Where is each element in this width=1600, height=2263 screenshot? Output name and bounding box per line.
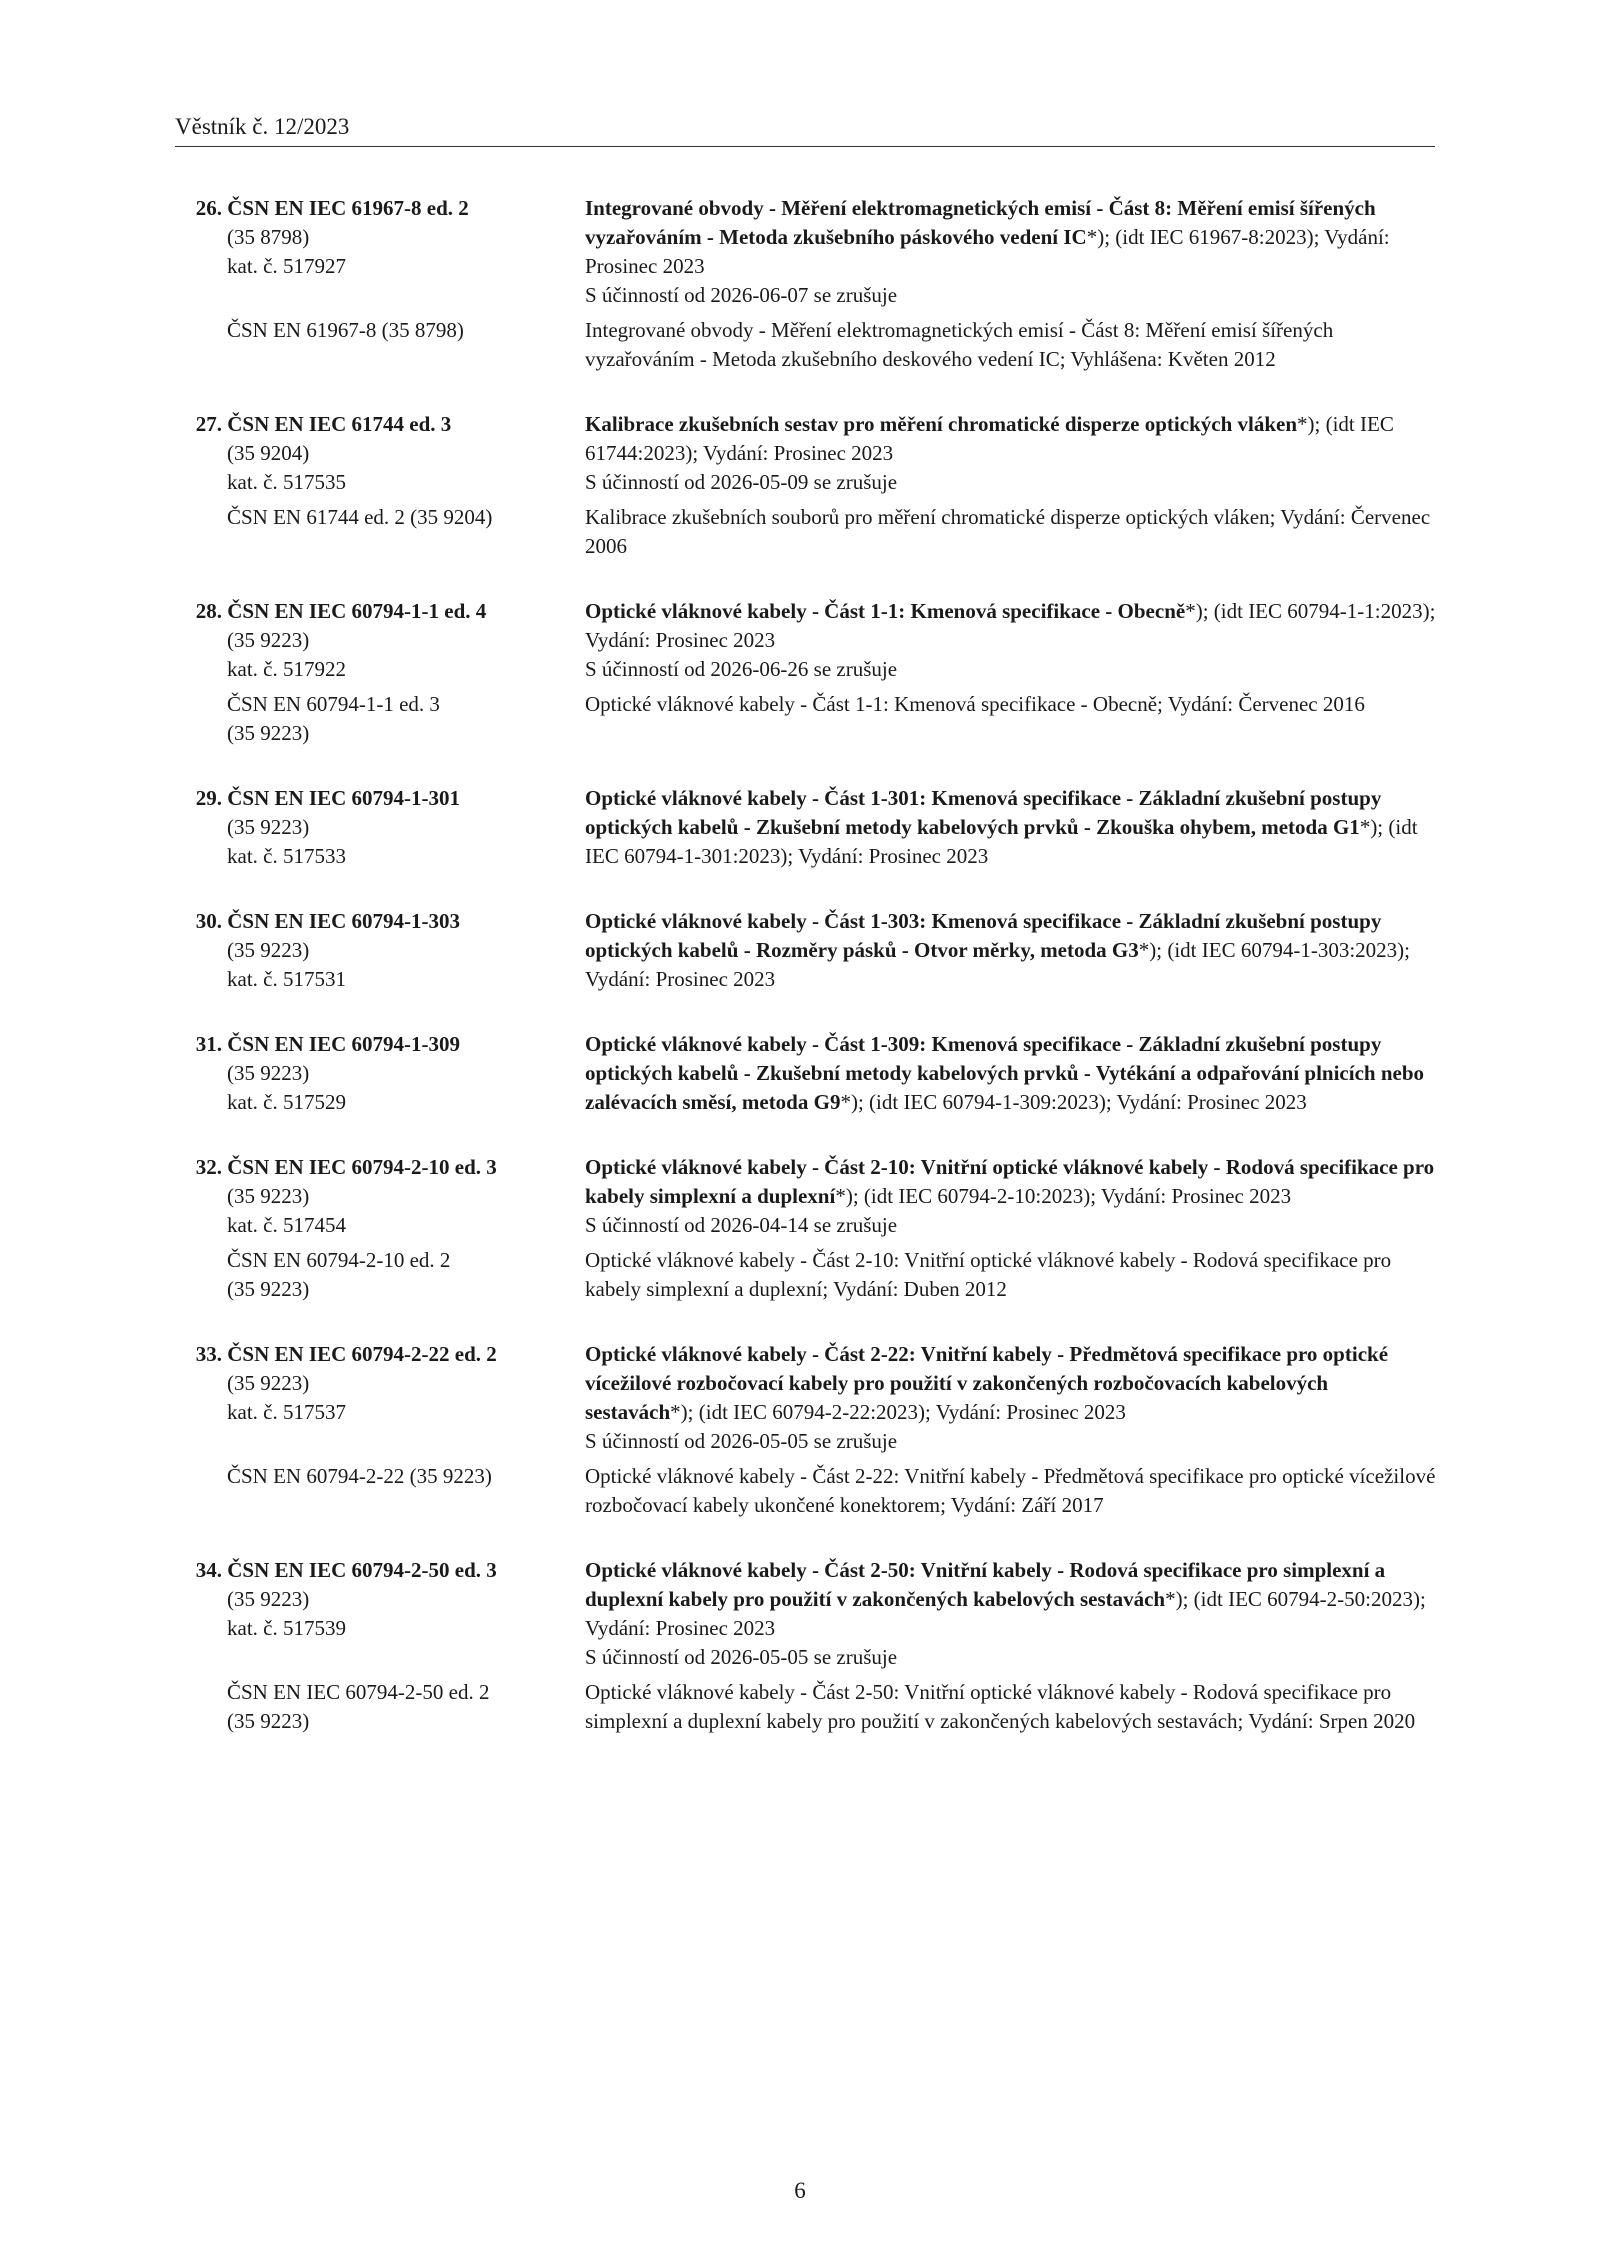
replaced-identity: [175, 690, 585, 748]
standard-code: ČSN EN IEC 60794-1-309: [227, 1032, 461, 1056]
standards-list: [175, 194, 1440, 1772]
withdrawal-notice: S účinností od 2026-06-26 se zrušuje: [585, 657, 898, 681]
standard-entry: [175, 410, 1440, 561]
standard-title: Kalibrace zkušebních sestav pro měření chromatické disperze optických vláken: [585, 412, 1298, 436]
standard-entry: [175, 1556, 1440, 1736]
catalog-number: kat. č. 517539: [227, 1616, 346, 1640]
standard-edition-info: *); (idt IEC 61744:2023); Vydání: Prosinec 2023: [585, 412, 1394, 465]
entry-number: 26.: [195, 196, 222, 220]
standard-title: Optické vláknové kabely - Část 1-303: Kmenová specifikace - Základní zkušební postupy optických kabelů - Rozměry pásků - Otvor měrky, metoda G3: [585, 909, 1382, 962]
replaced-class-code: (35 9223): [227, 721, 310, 745]
standard-description: [585, 784, 1440, 871]
replaced-standard-code: ČSN EN 60794-2-22 (35 9223): [227, 1464, 492, 1488]
page-number: 6: [794, 2178, 806, 2203]
standard-heading: [175, 1032, 460, 1056]
entry-number: 30.: [195, 909, 222, 933]
standard-description: [585, 1556, 1440, 1672]
replaced-class-code: (35 9223): [227, 1277, 310, 1301]
standard-identity: [175, 1030, 585, 1117]
standard-heading: [175, 909, 460, 933]
replaced-standard-row: [175, 1246, 1440, 1304]
standard-title: Integrované obvody - Měření elektromagnetických emisí - Část 8: Měření emisí šířených vyzařováním - Metoda zkušebního páskového vedení IC: [585, 196, 1376, 249]
replaced-identity: [175, 1678, 585, 1736]
replaced-standard-description: Optické vláknové kabely - Část 2-10: Vnitřní optické vláknové kabely - Rodová specifikace pro kabely simplexní a duplexní; Vydání: Duben 2012: [585, 1248, 1392, 1301]
class-code: (35 9223): [227, 1184, 310, 1208]
replaced-standard-code: ČSN EN 60794-2-10 ed. 2: [227, 1248, 451, 1272]
standard-heading: [175, 196, 469, 220]
replaced-standard-code: ČSN EN IEC 60794-2-50 ed. 2: [227, 1680, 490, 1704]
catalog-number: kat. č. 517922: [227, 657, 346, 681]
withdrawal-notice: S účinností od 2026-04-14 se zrušuje: [585, 1213, 898, 1237]
standard-edition-info: *); (idt IEC 60794-1-309:2023); Vydání: Prosinec 2023: [840, 1090, 1307, 1114]
replaced-standard-row: [175, 1462, 1440, 1520]
standard-description: [585, 410, 1440, 497]
class-code: (35 9223): [227, 1061, 310, 1085]
replaced-identity: [175, 503, 585, 561]
standard-heading: [175, 412, 451, 436]
standard-entry: [175, 1030, 1440, 1117]
standard-description: [585, 597, 1440, 684]
entry-main-row: [175, 784, 1440, 871]
catalog-number: kat. č. 517454: [227, 1213, 346, 1237]
standard-entry: [175, 194, 1440, 374]
replaced-standard-description: Integrované obvody - Měření elektromagnetických emisí - Část 8: Měření emisí šířených vyzařováním - Metoda zkušebního deskového vedení IC; Vyhlášena: Květen 2012: [585, 318, 1334, 371]
catalog-number: kat. č. 517927: [227, 254, 346, 278]
entry-number: 27.: [195, 412, 222, 436]
standard-identity: [175, 194, 585, 310]
standard-code: ČSN EN IEC 60794-1-303: [227, 909, 461, 933]
replaced-identity: [175, 316, 585, 374]
standard-code: ČSN EN IEC 60794-1-301: [227, 786, 461, 810]
withdrawal-notice: S účinností od 2026-05-05 se zrušuje: [585, 1645, 898, 1669]
standard-heading: [175, 1155, 497, 1179]
entry-number: 29.: [195, 786, 222, 810]
standard-edition-info: *); (idt IEC 60794-1-303:2023); Vydání: Prosinec 2023: [585, 938, 1410, 991]
entry-number: 32.: [195, 1155, 222, 1179]
catalog-number: kat. č. 517531: [227, 967, 346, 991]
standard-code: ČSN EN IEC 60794-2-50 ed. 3: [227, 1558, 497, 1582]
entry-main-row: [175, 597, 1440, 684]
standard-title: Optické vláknové kabely - Část 2-50: Vnitřní kabely - Rodová specifikace pro simplexní a duplexní kabely pro použití v zakončených kabelových sestavách: [585, 1558, 1386, 1611]
replaced-standard-row: [175, 316, 1440, 374]
replaced-standard-description: Optické vláknové kabely - Část 2-50: Vnitřní optické vláknové kabely - Rodová specifikace pro simplexní a duplexní kabely pro použití v zakončených kabelových sestavách; Vydání: Srpen 2020: [585, 1680, 1416, 1733]
replaced-standard-row: [175, 690, 1440, 748]
standard-title: Optické vláknové kabely - Část 2-10: Vnitřní optické vláknové kabely - Rodová specifikace pro kabely simplexní a duplexní: [585, 1155, 1435, 1208]
standard-identity: [175, 597, 585, 684]
entry-number: 31.: [195, 1032, 222, 1056]
replaced-standard-row: [175, 1678, 1440, 1736]
standard-edition-info: *); (idt IEC 60794-1-301:2023); Vydání: Prosinec 2023: [585, 815, 1418, 868]
standard-entry: [175, 1153, 1440, 1304]
class-code: (35 9204): [227, 441, 310, 465]
standard-title: Optické vláknové kabely - Část 2-22: Vnitřní kabely - Předmětová specifikace pro optické vícežilové rozbočovací kabely pro použití v zakončených rozbočovacích kabelových sestavách: [585, 1342, 1389, 1424]
standard-heading: [175, 786, 460, 810]
standard-entry: [175, 784, 1440, 871]
standard-entry: [175, 597, 1440, 748]
standard-description: [585, 1340, 1440, 1456]
standard-code: ČSN EN IEC 61967-8 ed. 2: [227, 196, 469, 220]
entry-main-row: [175, 410, 1440, 497]
class-code: (35 9223): [227, 1371, 310, 1395]
class-code: (35 9223): [227, 628, 310, 652]
standard-heading: [175, 1342, 497, 1366]
replaced-standard-code: ČSN EN 61967-8 (35 8798): [227, 318, 464, 342]
standard-description: [585, 1153, 1440, 1240]
replaced-standard-description: Kalibrace zkušebních souborů pro měření chromatické disperze optických vláken; Vydání: Červenec 2006: [585, 505, 1431, 558]
replaced-standard-code: ČSN EN 60794-1-1 ed. 3: [227, 692, 440, 716]
standard-description: [585, 907, 1440, 994]
entry-main-row: [175, 1556, 1440, 1672]
replaced-standard-description: Optické vláknové kabely - Část 2-22: Vnitřní kabely - Předmětová specifikace pro optické vícežilové rozbočovací kabely ukončené konektorem; Vydání: Září 2017: [585, 1464, 1436, 1517]
catalog-number: kat. č. 517533: [227, 844, 346, 868]
standard-title: Optické vláknové kabely - Část 1-309: Kmenová specifikace - Základní zkušební postupy optických kabelů - Zkušební metody kabelových prvků - Vytékání a odpařování plnicích nebo zalévacích směsí, metoda G9: [585, 1032, 1425, 1114]
entry-number: 33.: [195, 1342, 222, 1366]
bulletin-header: Věstník č. 12/2023: [175, 112, 1435, 147]
class-code: (35 9223): [227, 1587, 310, 1611]
standard-code: ČSN EN IEC 60794-2-22 ed. 2: [227, 1342, 497, 1366]
entry-number: 34.: [195, 1558, 222, 1582]
standard-identity: [175, 410, 585, 497]
standard-entry: [175, 1340, 1440, 1520]
replaced-identity: [175, 1462, 585, 1520]
replaced-identity: [175, 1246, 585, 1304]
standard-identity: [175, 1340, 585, 1456]
withdrawal-notice: S účinností od 2026-06-07 se zrušuje: [585, 283, 898, 307]
standard-code: ČSN EN IEC 61744 ed. 3: [227, 412, 452, 436]
catalog-number: kat. č. 517535: [227, 470, 346, 494]
replaced-standard-code: ČSN EN 61744 ed. 2 (35 9204): [227, 505, 493, 529]
standard-edition-info: *); (idt IEC 60794-1-1:2023); Vydání: Prosinec 2023: [585, 599, 1436, 652]
standard-identity: [175, 784, 585, 871]
standard-title: Optické vláknové kabely - Část 1-1: Kmenová specifikace - Obecně: [585, 599, 1186, 623]
entry-main-row: [175, 1340, 1440, 1456]
replaced-class-code: (35 9223): [227, 1709, 310, 1733]
entry-main-row: [175, 194, 1440, 310]
standard-code: ČSN EN IEC 60794-2-10 ed. 3: [227, 1155, 497, 1179]
standard-heading: [175, 599, 486, 623]
entry-main-row: [175, 907, 1440, 994]
standard-description: [585, 1030, 1440, 1117]
entry-main-row: [175, 1030, 1440, 1117]
entry-main-row: [175, 1153, 1440, 1240]
class-code: (35 9223): [227, 938, 310, 962]
standard-description: [585, 194, 1440, 310]
standard-entry: [175, 907, 1440, 994]
standard-identity: [175, 1153, 585, 1240]
class-code: (35 9223): [227, 815, 310, 839]
replaced-standard-description: Optické vláknové kabely - Část 1-1: Kmenová specifikace - Obecně; Vydání: Červenec 2016: [585, 692, 1365, 716]
class-code: (35 8798): [227, 225, 310, 249]
standard-heading: [175, 1558, 497, 1582]
standard-edition-info: *); (idt IEC 61967-8:2023); Vydání: Prosinec 2023: [585, 225, 1390, 278]
standard-edition-info: *); (idt IEC 60794-2-10:2023); Vydání: Prosinec 2023: [835, 1184, 1292, 1208]
entry-number: 28.: [195, 599, 222, 623]
standard-code: ČSN EN IEC 60794-1-1 ed. 4: [227, 599, 487, 623]
catalog-number: kat. č. 517537: [227, 1400, 346, 1424]
catalog-number: kat. č. 517529: [227, 1090, 346, 1114]
replaced-standard-row: [175, 503, 1440, 561]
standard-edition-info: *); (idt IEC 60794-2-22:2023); Vydání: Prosinec 2023: [670, 1400, 1126, 1424]
standard-identity: [175, 1556, 585, 1672]
standard-title: Optické vláknové kabely - Část 1-301: Kmenová specifikace - Základní zkušební postupy optických kabelů - Zkušební metody kabelových prvků - Zkouška ohybem, metoda G1: [585, 786, 1382, 839]
withdrawal-notice: S účinností od 2026-05-09 se zrušuje: [585, 470, 898, 494]
standard-edition-info: *); (idt IEC 60794-2-50:2023); Vydání: Prosinec 2023: [585, 1587, 1426, 1640]
withdrawal-notice: S účinností od 2026-05-05 se zrušuje: [585, 1429, 898, 1453]
standard-identity: [175, 907, 585, 994]
